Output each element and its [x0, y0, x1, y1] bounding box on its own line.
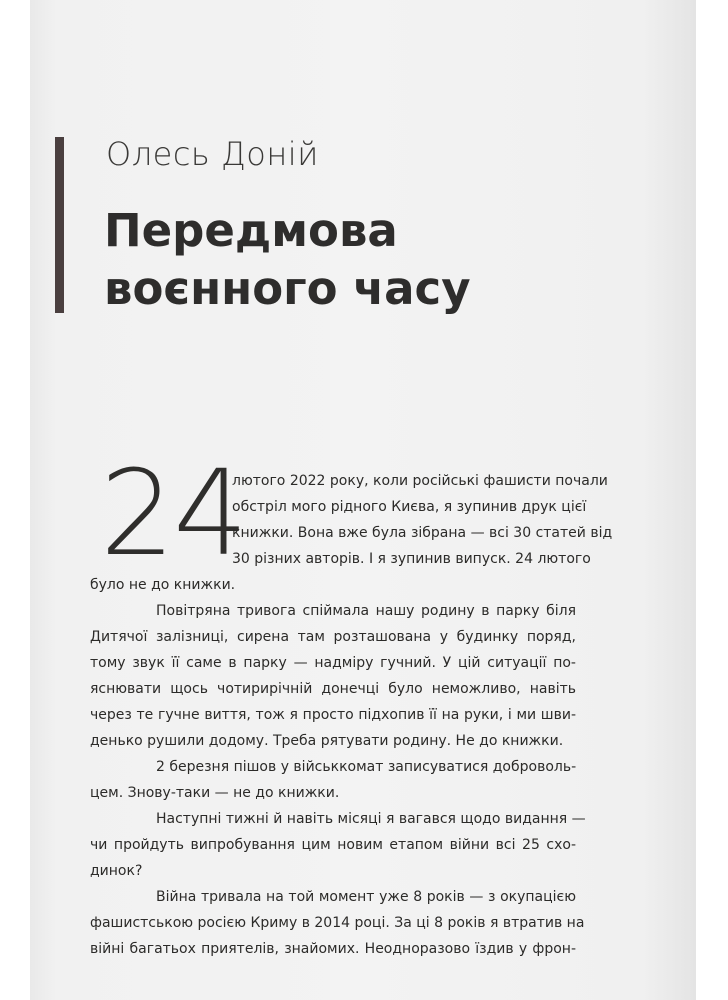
text-line: книжки. Вона вже була зібрана — всі 30 статей від: [232, 525, 613, 541]
text-line: Війна тривала на той момент уже 8 років — з окупацією: [156, 889, 576, 905]
text-line: цем. Знову-таки — не до книжки.: [90, 785, 340, 801]
title-line-1: Передмова: [104, 204, 398, 257]
text-line: динок?: [90, 863, 143, 879]
text-line: обстріл мого рідного Києва, я зупинив друк цієї: [232, 499, 587, 515]
chapter-title: [104, 202, 471, 318]
text-line: Наступні тижні й навіть місяці я вагався щодо видання —: [156, 811, 586, 827]
text-line: Дитячої залізниці, сирена там розташована у будинку поряд,: [90, 629, 576, 645]
text-line: яснювати щось чотирирічній донечці було неможливо, навіть: [90, 681, 576, 697]
title-line-2: воєнного часу: [104, 262, 471, 315]
title-accent-bar: [55, 137, 64, 313]
body-text: [90, 468, 613, 962]
text-line: 30 різних авторів. І я зупинив випуск. 24 лютого: [232, 551, 591, 567]
text-line: 2 березня пішов у військкомат записуватися доброволь-: [156, 759, 577, 775]
text-line: тому звук її саме в парку — надміру гучний. У цій ситуації по-: [90, 655, 576, 671]
text-line: фашистською росією Криму в 2014 році. За ці 8 років я втратив на: [90, 915, 585, 931]
text-line: війні багатьох приятелів, знайомих. Неодноразово їздив у фрон-: [90, 941, 576, 957]
text-line: через те гучне виття, тож я просто підхопив її на руки, і ми шви-: [90, 707, 576, 723]
text-line: денько рушили додому. Треба рятувати родину. Не до книжки.: [90, 733, 564, 749]
text-line: чи пройдуть випробування цим новим етапом війни всі 25 схо-: [90, 837, 576, 853]
text-line: Повітряна тривога спіймала нашу родину в парку біля: [156, 603, 576, 619]
text-line: лютого 2022 року, коли російські фашисти почали: [232, 473, 608, 489]
text-line: було не до книжки.: [90, 577, 236, 593]
page-margin: [696, 0, 728, 1000]
drop-cap: 24: [100, 444, 247, 582]
author-name: Олесь Доній: [106, 135, 319, 173]
